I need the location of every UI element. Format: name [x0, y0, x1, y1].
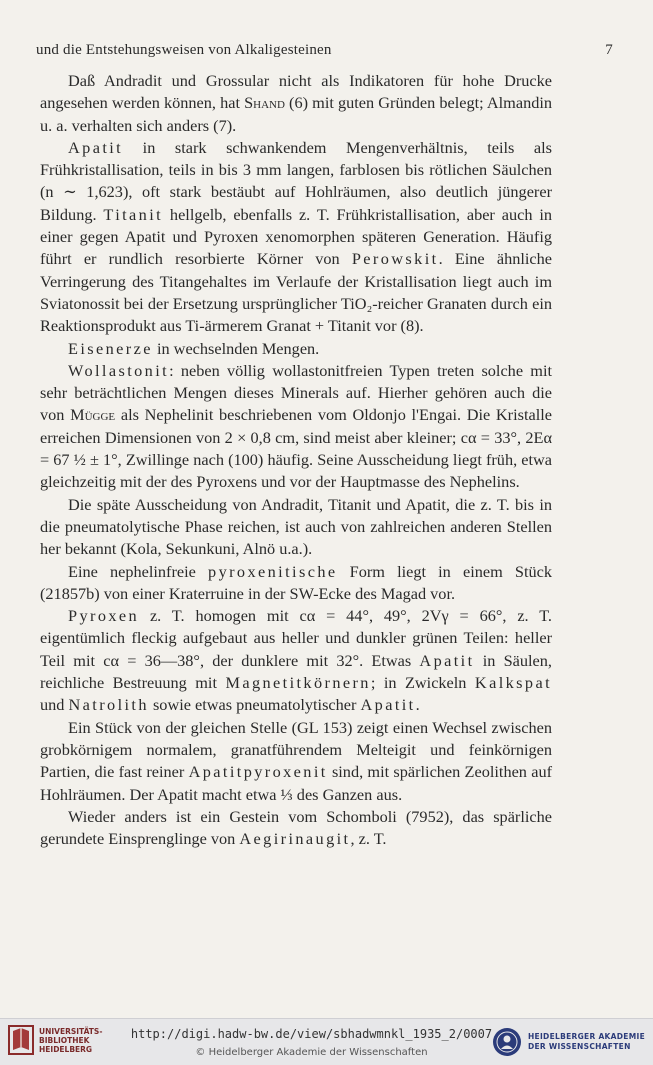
- academy-line: HEIDELBERGER AKADEMIE: [527, 1032, 645, 1041]
- viewer-footer: [0, 1018, 653, 1065]
- text-run: (6) mit guten Gründen belegt; Almandin u. a. verhalten sich anders (7).: [40, 93, 553, 135]
- text-run: sind, mit spärlichen Zeolithen auf Hohlräumen. Der Apatit macht etwa ⅓ des Ganzen aus.: [40, 762, 553, 804]
- mineral-magnetit: Magnetitkörnern: [225, 673, 371, 693]
- text-run: und: [40, 695, 69, 715]
- paragraph-eisenerze: [40, 338, 552, 360]
- academy-seal-icon: [492, 1027, 522, 1057]
- paragraph-schomboli: [40, 806, 552, 851]
- text-run: , z. T.: [350, 829, 387, 849]
- text-run: Daß Andradit und Grossular nicht als Indikatoren für hohe Drucke angesehen werden können, hat: [40, 71, 552, 113]
- academy-branding[interactable]: [492, 1027, 645, 1057]
- library-logo-icon: [8, 1025, 34, 1055]
- page-number: 7: [605, 42, 613, 58]
- text-run: in stark schwankendem Mengenverhältnis, teils als Frühkristallisation, teils in bis 3 mm langen, farblosen bis rötlichen Säulchen (n ∼ 1,623), oft stark bestäubt auf Hohlräumen, also deutlich jüngerer Bildung.: [40, 137, 552, 224]
- mineral-apatit: Apatit: [419, 650, 475, 670]
- library-line: HEIDELBERG: [39, 1044, 93, 1054]
- academy-line: DER WISSENSCHAFTEN: [527, 1042, 631, 1051]
- paragraph-pyroxen: [40, 605, 552, 716]
- text-run: Form liegt in einem Stück (21857b) von einer Kraterruine in der SW-Ecke des Magad vor.: [40, 561, 552, 603]
- text-run: Wieder anders ist ein Gestein vom Schomboli (7952), das spärliche gerundete Einsprenglinge von: [40, 806, 552, 849]
- author-shand: Shand: [244, 93, 285, 113]
- mineral-pyroxen: Pyroxen: [68, 606, 140, 626]
- library-line: BIBLIOTHEK: [39, 1035, 90, 1045]
- paragraph-pyroxenitisch: [40, 561, 552, 606]
- text-run: in Säulen, reichliche Bestreuung mit: [40, 650, 552, 693]
- text-run: Ein Stück von der gleichen Stelle (GL 153) zeigt einen Wechsel zwischen grobkörnigem normalem, granatführendem Melteigit und feinkörnigen Partien, die fast reiner: [40, 717, 552, 782]
- text-run: ; in Zwickeln: [370, 673, 475, 693]
- mineral-kalkspat: Kalkspat: [474, 673, 552, 693]
- mineral-natrolith: Natrolith: [68, 695, 149, 715]
- running-title: und die Entstehungsweisen von Alkaligesteinen: [36, 42, 332, 58]
- mineral-wollastonit: Wollastonit: [68, 360, 170, 380]
- mineral-titanit: Titanit: [103, 204, 164, 224]
- text-run: : neben völlig wollastonitfreien Typen treten solche mit sehr beträchtlichen Mengen dieses Minerals auf. Hierher gehören auch die von: [40, 360, 552, 425]
- paragraph-apatit: [40, 137, 552, 338]
- mineral-eisenerze: Eisenerze: [68, 338, 153, 358]
- term-pyroxenitisch: pyroxenitische: [208, 561, 338, 581]
- paragraph-gl153: [40, 717, 552, 806]
- paragraph-andradit: [40, 70, 552, 137]
- text-run: z. T. homogen mit cα = 44°, 49°, 2Vγ = 66°, z. T. eigentümlich fleckig aufgebaut aus heller und dunkler grünen Teilen: heller Teil mit cα = 36—38°, der dunklere mit 32°. Etwas: [40, 606, 552, 670]
- rock-apatitpyroxenit: Apatitpyroxenit: [188, 762, 328, 782]
- copyright-notice: © Heidelberger Akademie der Wissenschaften: [195, 1047, 428, 1058]
- library-branding[interactable]: [8, 1025, 102, 1055]
- mineral-aegirinaugit: Aegirinaugit: [239, 829, 351, 849]
- paragraph-spaete-ausscheidung: Die späte Ausscheidung von Andradit, Titanit und Apatit, die z. T. bis in die pneumatolytische Phase reichen, ist auch von zahlreichen anderen Stellen her bekannt (Kola, Sekunkuni, Alnö u.a.).: [40, 494, 552, 559]
- text-run: . Eine ähnliche Verringerung des Titangehaltes im Verlaufe der Kristallisation liegt auch im Sviatonossit bei der Ersetzung ursprünglicher TiO₂-reicher Granaten durch ein Reaktionsprodukt aus Ti-ärmerem Granat + Titanit vor (8).: [40, 249, 552, 336]
- author-muegge: Mügge: [70, 405, 116, 425]
- mineral-perowskit: Perowskit: [351, 249, 439, 269]
- text-run: hellgelb, ebenfalls z. T. Frühkristallisation, aber auch in einer gegen Apatit und Pyroxen xenomorphen späteren Generation. Häufig führt er rundlich resorbierte Körner von: [40, 204, 552, 269]
- text-run: sowie etwas pneumatolytischer: [148, 695, 361, 715]
- mineral-apatit: Apatit: [68, 137, 124, 157]
- body-text: [40, 70, 552, 850]
- text-run: Eine nephelinfreie: [68, 561, 209, 581]
- text-run: .: [415, 695, 420, 715]
- library-name: [39, 1027, 102, 1054]
- library-line: UNIVERSITÄTS-: [39, 1026, 103, 1036]
- text-run: als Nephelinit beschriebenen vom Oldonjo l'Engai. Die Kristalle erreichen Dimensionen von 2 × 0,8 cm, sind meist aber kleiner; cα = 33°, 2Eα = 67 ½ ± 1°, Zwillinge nach (100) häufig. Seine Ausscheidung liegt früh, etwa gleichzeitig mit der des Pyroxens und vor der Hauptmasse des Nephelins.: [40, 405, 552, 492]
- running-header: [36, 42, 613, 59]
- academy-name: [528, 1032, 645, 1052]
- text-run: in wechselnden Mengen.: [152, 338, 320, 358]
- paragraph-wollastonit: [40, 360, 552, 494]
- mineral-apatit: Apatit: [360, 695, 416, 715]
- permalink-url[interactable]: http://digi.hadw-bw.de/view/sbhadwmnkl_1935_2/0007: [130, 1027, 493, 1041]
